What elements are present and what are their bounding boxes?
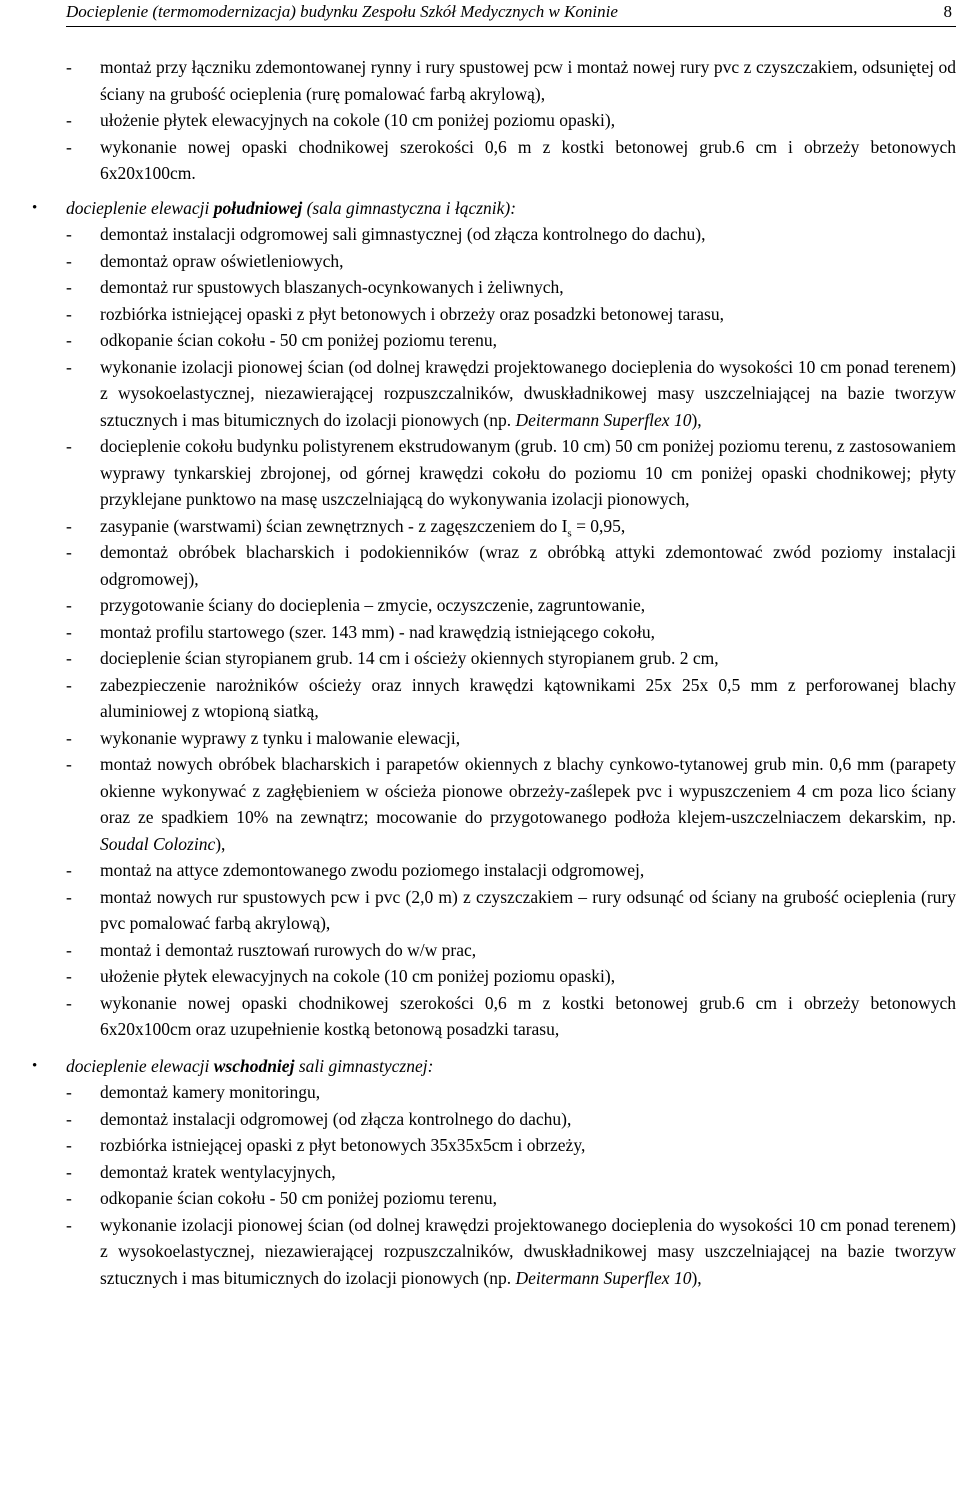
list-item: - zasypanie (warstwami) ścian zewnętrznych - z zagęszczeniem do $I_s = 0,95$, <box>66 513 956 540</box>
section-south-elevation <box>32 195 956 1043</box>
list-item: - demontaż obróbek blacharskich i podokienników (wraz z obróbką attyki zdemontować zwód poziomy instalacji odgromowej), <box>66 539 956 592</box>
list-item: - demontaż rur spustowych blaszanych-ocynkowanych i żeliwnych, <box>66 274 956 301</box>
list-item: - zabezpieczenie narożników ościeży oraz innych krawędzi kątownikami 25x 25x 0,5 mm z perforowanej blachy aluminiowej z wtopioną siatką, <box>66 672 956 725</box>
list-item: - wykonanie nowej opaski chodnikowej szerokości 0,6 m z kostki betonowej grub.6 cm i obrzeży betonowych 6x20x100cm. <box>66 134 956 187</box>
list-item: - ułożenie płytek elewacyjnych na cokole (10 cm poniżej poziomu opaski), <box>66 963 956 990</box>
list-item: - ułożenie płytek elewacyjnych na cokole (10 cm poniżej poziomu opaski), <box>66 107 956 134</box>
list-item: - odkopanie ścian cokołu - 50 cm poniżej poziomu terenu, <box>66 1185 956 1212</box>
list-item: - docieplenie cokołu budynku polistyrenem ekstrudowanym (grub. 10 cm) 50 cm poniżej poziomu terenu, z zastosowaniem wyprawy tynkarskiej zbrojonej, od górnej krawędzi cokołu do poziomu 10 cm poniżej opaski chodnikowej; płyty przyklejane punktowo na masę uszczelniającą do wykonywania izolacji pionowych, <box>66 433 956 513</box>
bullet-icon: • <box>32 199 38 216</box>
list-item: - montaż nowych rur spustowych pcw i pvc (2,0 m) z czyszczakiem – rury odsunąć od ściany na grubość ocieplenia (rury pvc pomalować farbą akrylową), <box>66 884 956 937</box>
list-item: - demontaż opraw oświetleniowych, <box>66 248 956 275</box>
product-name: Deitermann Superflex 10 <box>515 409 692 430</box>
list-item: - docieplenie ścian styropianem grub. 14 cm i ościeży okiennych styropianem grub. 2 cm, <box>66 645 956 672</box>
list-item: - demontaż instalacji odgromowej sali gimnastycznej (od złącza kontrolnego do dachu), <box>66 221 956 248</box>
list-item: - montaż i demontaż rusztowań rurowych do w/w prac, <box>66 937 956 964</box>
section-south-list <box>66 221 956 1043</box>
intro-list <box>66 54 956 187</box>
page-header <box>66 0 956 27</box>
header-title: Docieplenie (termomodernizacja) budynku Zespołu Szkół Medycznych w Koninie <box>66 2 618 21</box>
list-item: - montaż na attyce zdemontowanego zwodu poziomego instalacji odgromowej, <box>66 857 956 884</box>
product-name: Deitermann Superflex 10 <box>515 1267 692 1288</box>
list-item: - przygotowanie ściany do docieplenia – zmycie, oczyszczenie, zagruntowanie, <box>66 592 956 619</box>
product-name: Soudal Colozinc <box>100 833 216 854</box>
list-item: - odkopanie ścian cokołu - 50 cm poniżej poziomu terenu, <box>66 327 956 354</box>
list-item: - rozbiórka istniejącej opaski z płyt betonowych i obrzeży oraz posadzki betonowej tarasu, <box>66 301 956 328</box>
list-item: - wykonanie izolacji pionowej ścian (od dolnej krawędzi projektowanego docieplenia do wysokości 10 cm ponad terenem) z wysokoelastycznej, niezawierającej rozpuszczalników, dwuskładnikowej masy uszczelniającej na bazie tworzyw sztucznych i mas bitumicznych do izolacji pionowych (np. Deitermann Superflex 10), <box>66 1212 956 1292</box>
section-heading: docieplenie elewacji południowej (sala gimnastyczna i łącznik): <box>66 197 517 218</box>
section-east-list <box>66 1079 956 1291</box>
list-item: - rozbiórka istniejącej opaski z płyt betonowych 35x35x5cm i obrzeży, <box>66 1132 956 1159</box>
bullet-icon: • <box>32 1057 38 1074</box>
section-heading: docieplenie elewacji wschodniej sali gimnastycznej: <box>66 1055 434 1076</box>
list-item: - montaż profilu startowego (szer. 143 mm) - nad krawędzią istniejącego cokołu, <box>66 619 956 646</box>
list-item: - montaż przy łączniku zdemontowanej rynny i rury spustowej pcw i montaż nowej rury pvc z czyszczakiem, odsuniętej od ściany na grubość ocieplenia (rurę pomalować farbą akrylową), <box>66 54 956 107</box>
list-item: - demontaż kamery monitoringu, <box>66 1079 956 1106</box>
page-number: 8 <box>943 2 952 21</box>
document-body <box>32 54 956 1291</box>
list-item: - wykonanie nowej opaski chodnikowej szerokości 0,6 m z kostki betonowej grub.6 cm i obrzeży betonowych 6x20x100cm oraz uzupełnienie kostką betonową posadzki tarasu, <box>66 990 956 1043</box>
section-east-elevation <box>32 1053 956 1292</box>
list-item: - wykonanie izolacji pionowej ścian (od dolnej krawędzi projektowanego docieplenia do wysokości 10 cm ponad terenem) z wysokoelastycznej, niezawierającej rozpuszczalników, dwuskładnikowej masy uszczelniającej na bazie tworzyw sztucznych i mas bitumicznych do izolacji pionowych (np. Deitermann Superflex 10), <box>66 354 956 434</box>
list-item: - demontaż instalacji odgromowej (od złącza kontrolnego do dachu), <box>66 1106 956 1133</box>
list-item: - demontaż kratek wentylacyjnych, <box>66 1159 956 1186</box>
list-item: - montaż nowych obróbek blacharskich i parapetów okiennych z blachy cynkowo-tytanowej grub min. 0,6 mm (parapety okienne wykonywać z zagłębieniem w ościeża pionowe obrzeży-zaślepek pvc i wypuszczeniem 4 cm poza lico ściany oraz ze spadkiem 10% na zewnątrz; mocowanie do przygotowanego podłoża klejem-uszczelniaczem dekarskim, np. Soudal Colozinc), <box>66 751 956 857</box>
list-item: - wykonanie wyprawy z tynku i malowanie elewacji, <box>66 725 956 752</box>
